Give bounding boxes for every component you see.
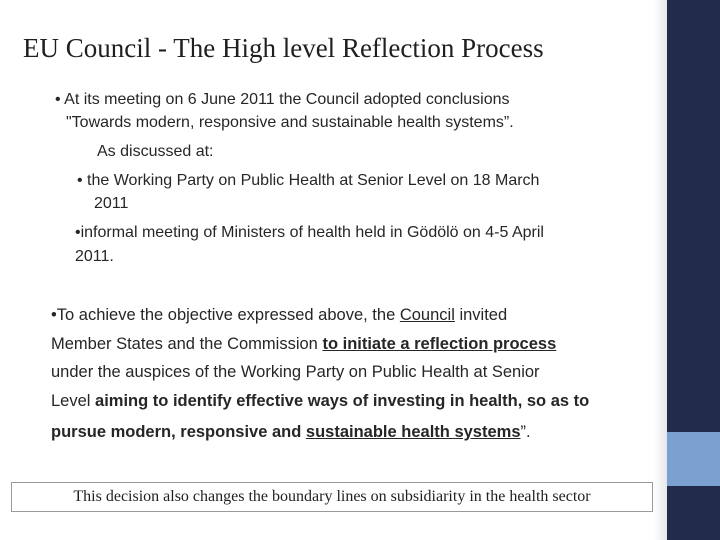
bullet2-line1-end: invited [454,306,508,324]
sub-bullet2-line1: •informal meeting of Ministers of health held in Gödölö on 4-5 April [75,224,544,241]
sub-bullet1-line1: • the Working Party on Public Health at Senior Level on 18 March [77,172,540,189]
sidebar-shadow [654,0,667,540]
bullet2-line5-end: ”. [520,423,531,441]
bullet1-line3: As discussed at: [97,143,214,160]
bullet2-line3: under the auspices of the Working Party on Public Health at Senior [51,363,540,381]
sub-bullet1-line2: 2011 [94,195,129,212]
subsidiarity-note-box: This decision also changes the boundary lines on subsidiarity in the health sector [11,482,653,512]
bullet2-line5-bold: pursue modern, responsive and [51,423,306,441]
sub-bullet2-line2: 2011. [75,248,114,265]
bullet2-line1-start: •To achieve the objective expressed above, the [51,306,400,324]
bullet2-line4 [51,392,589,411]
bullet2-line4-bold: aiming to identify effective ways of investing in health, so as to [95,392,590,410]
sustainable-systems-text: sustainable health systems [305,423,521,441]
bullet1-line1: • At its meeting on 6 June 2011 the Council adopted conclusions [55,91,510,108]
bullet2-line1 [51,306,507,325]
bullet2-line2 [51,335,556,354]
slide-title: EU Council - The High level Reflection Process [23,33,544,63]
bullet2-line5 [51,423,531,442]
bullet2-line4-start: Level [51,392,96,410]
council-link-text: Council [399,306,455,324]
bullet1-line2: "Towards modern, responsive and sustainable health systems”. [66,114,514,131]
reflection-process-text: to initiate a reflection process [322,335,557,353]
bullet2-line2-start: Member States and the Commission [51,335,323,353]
sidebar-accent-block [667,432,720,486]
